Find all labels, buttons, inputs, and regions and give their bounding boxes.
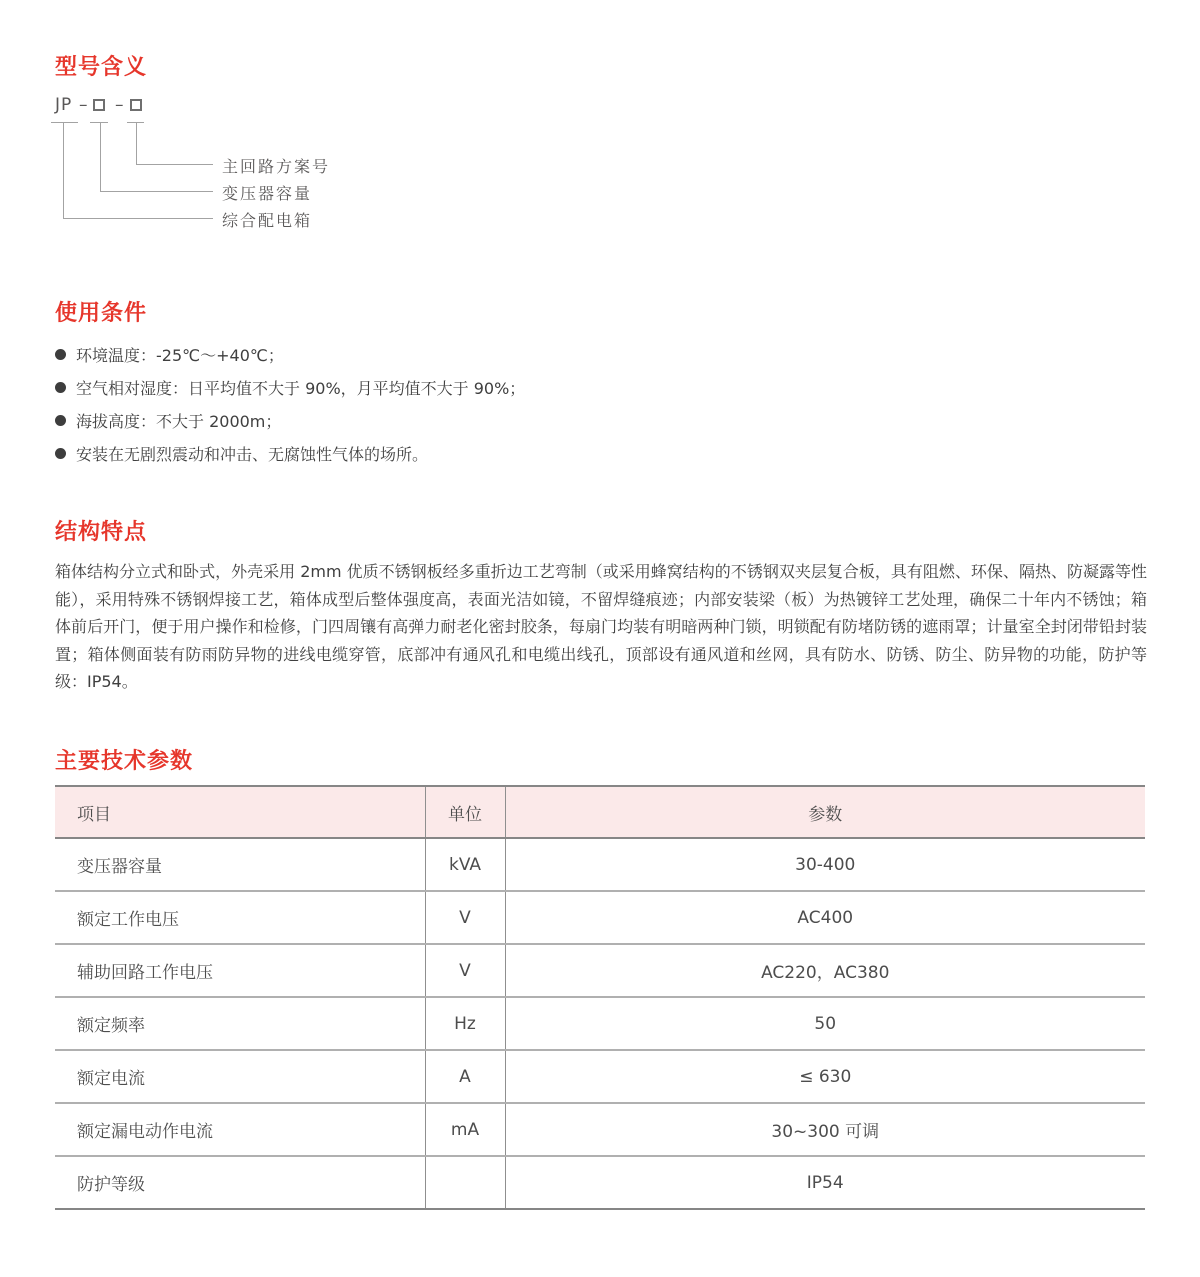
table-row	[55, 1156, 1145, 1209]
leader-vertical-box-1	[100, 122, 101, 191]
condition-text: 环境温度：-25℃～+40℃；	[76, 346, 284, 365]
table-row	[55, 1103, 1145, 1156]
underline-prefix	[51, 122, 78, 123]
table-row	[55, 1050, 1145, 1103]
condition-text: 安装在无剧烈震动和冲击、无腐蚀性气体的场所。	[76, 445, 429, 464]
cell-item: 变压器容量	[55, 838, 425, 891]
cell-value: 50	[505, 997, 1145, 1050]
cell-value: ≤ 630	[505, 1050, 1145, 1103]
list-item	[55, 338, 1055, 371]
leader-vertical-box-2	[136, 122, 137, 164]
model-label-main-circuit-scheme: 主回路方案号	[222, 157, 331, 176]
model-label-transformer-capacity: 变压器容量	[222, 184, 313, 203]
cell-unit: V	[425, 944, 505, 997]
cell-unit: V	[425, 891, 505, 944]
cell-value: 30~300 可调	[505, 1103, 1145, 1156]
table-row	[55, 838, 1145, 891]
leader-horizontal-top	[136, 164, 213, 165]
structure-features-paragraph: 箱体结构分立式和卧式，外壳采用 2mm 优质不锈钢板经多重折边工艺弯制（或采用蜂窝结构的不锈钢双夹层复合板，具有阻燃、环保、隔热、防凝露等性能），采用特殊不锈钢焊接工艺，箱体成型后整体强度高，表面光洁如镜，不留焊缝痕迹；内部安装梁（板）为热镀锌工艺处理，确保二十年内不锈蚀；箱体前后开门，便于用户操作和检修，门四周镶有高弹力耐老化密封胶条，每扇门均装有明暗两种门锁，明锁配有防堵防锈的遮雨罩；计量室全封闭带铅封装置；箱体侧面装有防雨防异物的进线电缆穿管，底部冲有通风孔和电缆出线孔，顶部设有通风道和丝网，具有防水、防锈、防尘、防异物的功能，防护等级：IP54。	[55, 562, 1147, 691]
section-title-main-parameters: 主要技术参数	[55, 749, 194, 774]
table-row	[55, 891, 1145, 944]
usage-conditions-list	[55, 338, 1055, 470]
table-row	[55, 944, 1145, 997]
parameters-table	[55, 785, 1145, 1210]
section-title-model-meaning: 型号含义	[55, 55, 148, 80]
model-placeholder-box-1	[93, 99, 105, 111]
model-code-dash-1: –	[79, 95, 88, 115]
list-item	[55, 437, 1055, 470]
cell-item: 额定电流	[55, 1050, 425, 1103]
model-label-distribution-box: 综合配电箱	[222, 211, 313, 230]
leader-horizontal-middle	[100, 191, 213, 192]
cell-unit: A	[425, 1050, 505, 1103]
cell-value: AC220，AC380	[505, 944, 1145, 997]
cell-item: 额定漏电动作电流	[55, 1103, 425, 1156]
leader-vertical-prefix	[63, 122, 64, 218]
bullet-icon	[55, 349, 66, 360]
column-header-parameter: 参数	[505, 786, 1145, 838]
leader-horizontal-bottom	[63, 218, 213, 219]
cell-unit: Hz	[425, 997, 505, 1050]
bullet-icon	[55, 382, 66, 393]
model-code-diagram	[55, 95, 535, 245]
section-title-structure-features: 结构特点	[55, 520, 148, 545]
condition-text: 海拔高度：不大于 2000m；	[76, 412, 282, 431]
table-header-row	[55, 786, 1145, 838]
bullet-icon	[55, 415, 66, 426]
model-code-dash-2: –	[115, 95, 124, 115]
column-header-unit: 单位	[425, 786, 505, 838]
cell-unit: mA	[425, 1103, 505, 1156]
section-title-usage-conditions: 使用条件	[55, 301, 148, 326]
cell-value: AC400	[505, 891, 1145, 944]
cell-value: 30-400	[505, 838, 1145, 891]
bullet-icon	[55, 448, 66, 459]
cell-item: 辅助回路工作电压	[55, 944, 425, 997]
cell-item: 防护等级	[55, 1156, 425, 1209]
column-header-item: 项目	[55, 786, 425, 838]
cell-unit: kVA	[425, 838, 505, 891]
cell-item: 额定工作电压	[55, 891, 425, 944]
cell-item: 额定频率	[55, 997, 425, 1050]
model-code-prefix: JP	[55, 95, 73, 115]
cell-unit	[425, 1156, 505, 1209]
table-row	[55, 997, 1145, 1050]
list-item	[55, 404, 1055, 437]
underline-box-1	[90, 122, 108, 123]
cell-value: IP54	[505, 1156, 1145, 1209]
list-item	[55, 371, 1055, 404]
condition-text: 空气相对湿度：日平均值不大于 90%，月平均值不大于 90%；	[76, 379, 526, 398]
model-placeholder-box-2	[130, 99, 142, 111]
